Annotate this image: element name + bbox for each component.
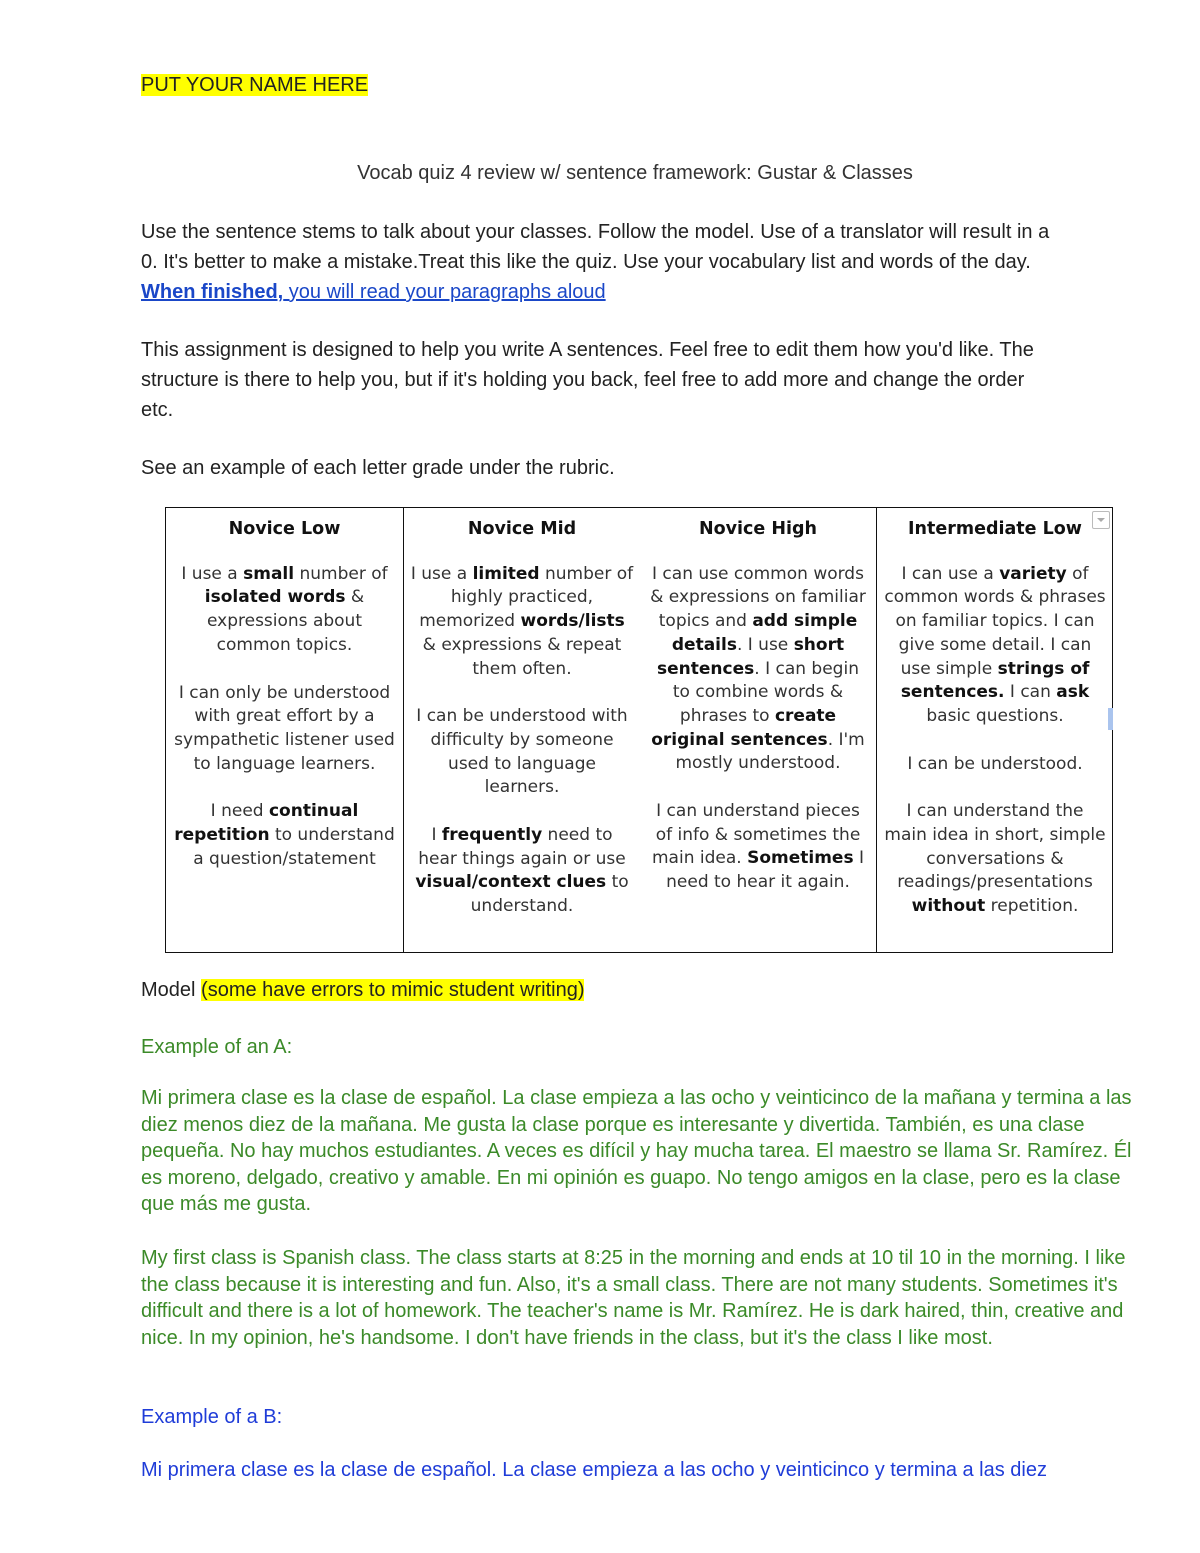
assignment-paragraph	[141, 335, 1141, 425]
rubric-column-novice-low: Novice Low I use a small number of isolated words & expressions about common topics. I can only be understood with great effort by a sympathetic listener used to language learners. I need continual repetition to understand a question/statement	[174, 519, 395, 869]
model-highlight: (some have errors to mimic student writing)	[201, 979, 585, 1001]
rubric-header-intermediate-low: Intermediate Low	[908, 519, 1082, 539]
instructions-line-1: Use the sentence stems to talk about your classes. Follow the model. Use of a translator will result in a	[141, 221, 1050, 243]
name-placeholder[interactable]: PUT YOUR NAME HERE	[141, 74, 369, 96]
instructions-line-2: 0. It's better to make a mistake.Treat this like the quiz. Use your vocabulary list and words of the day.	[141, 251, 1031, 273]
example-a-spanish: Mi primera clase es la clase de español. La clase empieza a las ocho y veinticinco de la mañana y termina a las diez menos diez de la mañana. Me gusta la clase porque es interesante y divertida. También, es una clase pequeña. No hay muchos estudiantes. A veces es difícil y hay mucha tarea. El maestro se llama Sr. Ramírez. Él es moreno, delgado, creativo y amable. En mi opinión es guapo. No tengo amigos en la clase, pero es la clase que más me gusta.	[141, 1087, 1132, 1215]
assignment-line-3: etc.	[141, 399, 174, 421]
example-b-spanish: Mi primera clase es la clase de español. La clase empieza a las ocho y veinticinco y termina a las diez	[141, 1459, 1047, 1481]
rubric-table	[165, 507, 1113, 953]
instructions-paragraph	[141, 217, 1141, 307]
see-example-text: See an example of each letter grade under the rubric.	[141, 457, 615, 479]
assignment-line-1: This assignment is designed to help you write A sentences. Feel free to edit them how you'd like. The	[141, 339, 1034, 361]
model-label: Model	[141, 979, 202, 1001]
read-aloud-link[interactable]: When finished, you will read your paragraphs aloud	[141, 281, 606, 303]
rubric-column-novice-high: Novice High I can use common words & expressions on familiar topics and add simple details. I use short sentences. I can begin to combine words & phrases to create original sentences. I'm mostly understood. I can understand pieces of info & sometimes the main idea. Sometimes I need to hear it again.	[640, 508, 876, 952]
text-cursor-mark	[1108, 708, 1113, 730]
rubric-column-intermediate-low: Intermediate Low I can use a variety of common words & phrases on familiar topics. I can give some detail. I can use simple strings of sentences. I can ask basic questions. I can be understood. I can understand the main idea in short, simple conversations & readings/presentations without repetition.	[876, 508, 1113, 952]
rubric-header-novice-low: Novice Low	[228, 519, 341, 539]
example-a-label: Example of an A:	[141, 1036, 293, 1058]
document-title: Vocab quiz 4 review w/ sentence framework: Gustar & Classes	[357, 162, 913, 184]
assignment-line-2: structure is there to help you, but if it's holding you back, feel free to add more and change the order	[141, 369, 1025, 391]
rubric-header-novice-mid: Novice Mid	[467, 519, 577, 539]
model-line	[141, 977, 584, 1003]
example-b-label: Example of a B:	[141, 1406, 283, 1428]
rubric-column-novice-mid: Novice Mid I use a limited number of highly practiced, memorized words/lists & expressions & repeat them often. I can be understood with difficulty by someone used to language learners. I frequently need to hear things again or use visual/context clues to understand.	[403, 508, 640, 952]
rubric-header-novice-high: Novice High	[698, 519, 818, 539]
example-a-english: My first class is Spanish class. The class starts at 8:25 in the morning and ends at 10 til 10 in the morning. I like the class because it is interesting and fun. Also, it's a small class. There are not many students. Sometimes it's difficult and there is a lot of homework. The teacher's name is Mr. Ramírez. He is dark haired, thin, creative and nice. In my opinion, he's handsome. I don't have friends in the class, but it's the class I like most.	[141, 1247, 1126, 1349]
dropdown-arrow-icon[interactable]	[1092, 511, 1110, 529]
